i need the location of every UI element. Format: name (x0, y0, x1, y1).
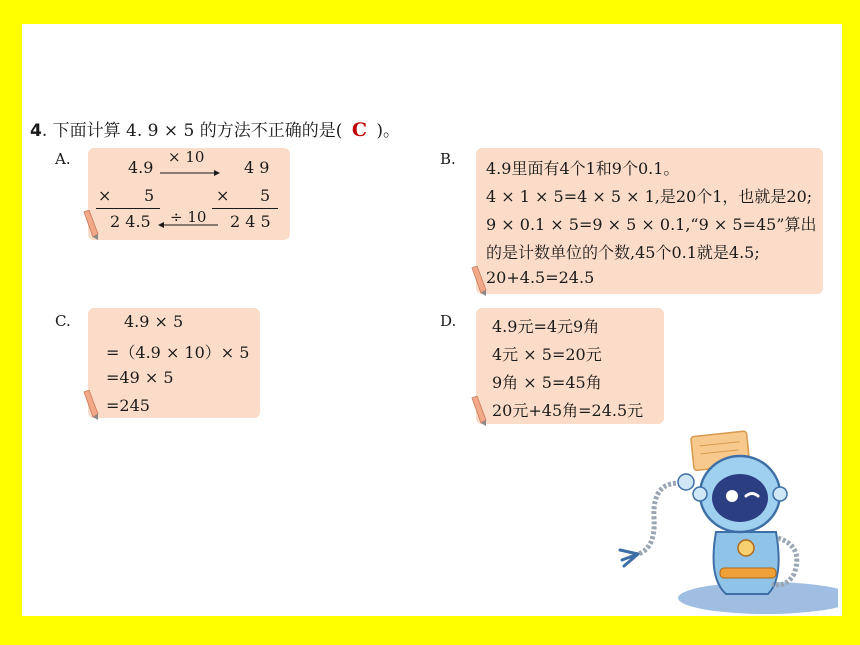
b-line-5: 20+4.5=24.5 (486, 268, 595, 287)
a-arrow-right-icon (160, 168, 220, 178)
d-line-2: 4元 × 5=20元 (492, 345, 602, 364)
a-arrow-bottom-label: ÷ 10 (170, 208, 207, 226)
b-line-4: 的是计数单位的个数,45个0.1就是4.5; (486, 243, 760, 262)
option-d-letter: D. (440, 312, 457, 330)
pencil-icon (80, 210, 100, 240)
pencil-icon (468, 396, 488, 426)
c-line-2: =（4.9 × 10）× 5 (106, 343, 250, 362)
pencil-icon (80, 390, 100, 420)
a-right-rule (212, 208, 278, 209)
question-text-end: )。 (376, 121, 401, 141)
b-line-2: 4 × 1 × 5=4 × 5 × 1,是20个1，也就是20; (486, 187, 813, 206)
a-left-top: 4.9 (128, 158, 154, 177)
question-text: . 下面计算 4. 9 × 5 的方法不正确的是( (41, 121, 343, 141)
b-line-1: 4.9里面有4个1和9个0.1。 (486, 159, 680, 178)
pencil-icon (468, 266, 488, 296)
a-left-mult-sign: × (98, 186, 112, 205)
option-b-letter: B. (440, 150, 456, 168)
d-line-4: 20元+45角=24.5元 (492, 401, 644, 420)
option-c-letter: C. (55, 312, 71, 330)
d-line-3: 9角 × 5=45角 (492, 373, 602, 392)
question-number: 4 (30, 121, 42, 141)
option-b-card (476, 148, 823, 294)
question-title (30, 116, 400, 141)
a-right-mult-sign: × (216, 186, 230, 205)
a-right-top: 4 9 (244, 158, 270, 177)
answer-text: C (351, 119, 367, 141)
b-line-3: 9 × 0.1 × 5=9 × 5 × 0.1,“9 × 5=45”算出 (486, 215, 817, 234)
a-arrow-top-label: × 10 (168, 148, 205, 166)
c-line-1: 4.9 × 5 (124, 312, 184, 331)
option-d-card (476, 308, 664, 424)
option-c-card (88, 308, 260, 418)
a-left-rule (96, 208, 160, 209)
d-line-1: 4.9元=4元9角 (492, 317, 600, 336)
option-a-letter: A. (55, 150, 71, 168)
c-line-4: =245 (106, 396, 150, 415)
a-left-mult-num: 5 (144, 186, 155, 205)
robot-mascot-icon (608, 408, 838, 618)
a-right-mult-num: 5 (260, 186, 271, 205)
a-right-result: 2 4 5 (230, 212, 271, 231)
c-line-3: =49 × 5 (106, 368, 174, 387)
a-arrow-left-icon (158, 220, 218, 230)
option-a-card (88, 148, 290, 240)
a-left-result: 2 4.5 (110, 212, 151, 231)
